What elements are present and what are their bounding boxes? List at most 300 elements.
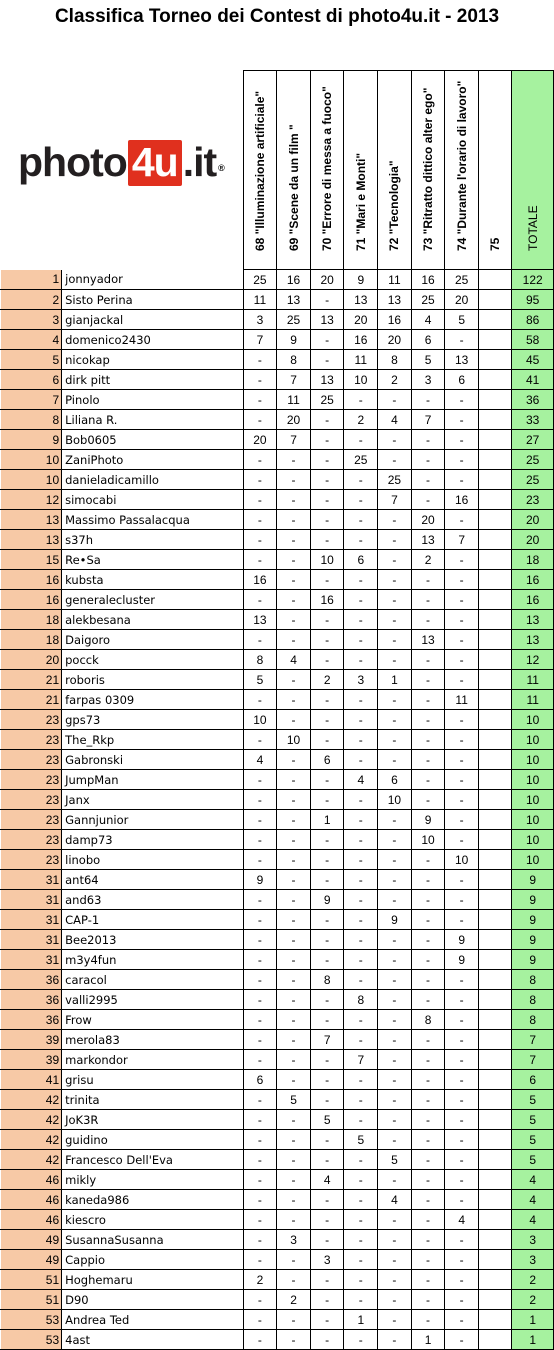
score-cell: -	[344, 1190, 378, 1210]
total-cell: 27	[512, 430, 554, 450]
score-cell: -	[411, 430, 445, 450]
score-cell: -	[445, 770, 479, 790]
name-cell: grisu	[62, 1070, 243, 1090]
score-cell: -	[378, 1330, 412, 1350]
table-row	[1, 570, 554, 590]
score-cell: -	[378, 1210, 412, 1230]
score-cell: -	[378, 1270, 412, 1290]
score-cell: -	[277, 1270, 311, 1290]
score-cell: -	[310, 950, 344, 970]
score-cell	[478, 850, 511, 870]
score-cell: 10	[378, 790, 412, 810]
total-cell: 9	[512, 930, 554, 950]
score-cell	[478, 370, 511, 390]
score-cell: -	[378, 830, 412, 850]
score-cell: 11	[378, 270, 412, 290]
score-cell	[478, 930, 511, 950]
score-cell: -	[277, 530, 311, 550]
score-cell: -	[411, 470, 445, 490]
total-cell: 10	[512, 810, 554, 830]
table-row	[1, 470, 554, 490]
score-cell: -	[344, 590, 378, 610]
name-cell: pocck	[62, 650, 243, 670]
score-cell: -	[344, 1290, 378, 1310]
score-cell: -	[277, 850, 311, 870]
score-cell: -	[411, 1090, 445, 1110]
photo4u-logo: photo 4u .it ®	[18, 139, 224, 185]
score-cell: -	[277, 810, 311, 830]
score-cell	[478, 1150, 511, 1170]
rank-cell: 21	[1, 670, 62, 690]
name-cell: kaneda986	[62, 1190, 243, 1210]
score-cell: -	[277, 1030, 311, 1050]
score-cell	[478, 570, 511, 590]
score-cell: 7	[378, 490, 412, 510]
score-cell: -	[277, 490, 311, 510]
score-cell	[478, 1250, 511, 1270]
score-cell: 1	[378, 670, 412, 690]
score-cell: -	[445, 1230, 479, 1250]
total-cell: 8	[512, 970, 554, 990]
score-cell: -	[378, 810, 412, 830]
score-cell: 16	[445, 490, 479, 510]
score-cell: 20	[243, 430, 277, 450]
score-cell: -	[445, 1010, 479, 1030]
total-cell: 10	[512, 750, 554, 770]
rank-cell: 23	[1, 710, 62, 730]
name-cell: Gabronski	[62, 750, 243, 770]
score-cell: -	[411, 1030, 445, 1050]
name-cell: Hoghemaru	[62, 1270, 243, 1290]
column-header: 75	[478, 71, 511, 270]
score-cell: -	[378, 730, 412, 750]
table-row	[1, 710, 554, 730]
score-cell: -	[344, 1330, 378, 1350]
score-cell: -	[378, 550, 412, 570]
score-cell: 25	[277, 310, 311, 330]
name-cell: trinita	[62, 1090, 243, 1110]
score-cell: -	[445, 1030, 479, 1050]
column-header: 70 "Errore di messa a fuoco"	[310, 71, 344, 270]
score-cell: -	[277, 770, 311, 790]
name-cell: farpas 0309	[62, 690, 243, 710]
rank-cell: 39	[1, 1030, 62, 1050]
score-cell: -	[243, 1010, 277, 1030]
score-cell: -	[411, 610, 445, 630]
name-cell: Daigoro	[62, 630, 243, 650]
score-cell: 5	[277, 1090, 311, 1110]
score-cell: -	[277, 510, 311, 530]
total-cell: 6	[512, 1070, 554, 1090]
score-cell: 7	[243, 330, 277, 350]
table-row	[1, 990, 554, 1010]
score-cell: -	[344, 650, 378, 670]
score-cell: -	[344, 810, 378, 830]
score-cell: -	[445, 1310, 479, 1330]
score-cell: 25	[344, 450, 378, 470]
total-cell: 8	[512, 990, 554, 1010]
score-cell: 13	[378, 290, 412, 310]
score-cell	[478, 870, 511, 890]
score-cell: 3	[243, 310, 277, 330]
total-cell: 23	[512, 490, 554, 510]
score-cell: -	[411, 1190, 445, 1210]
score-cell: -	[445, 550, 479, 570]
score-cell: -	[310, 410, 344, 430]
table-row	[1, 370, 554, 390]
rank-cell: 23	[1, 850, 62, 870]
score-cell: -	[411, 1250, 445, 1270]
score-cell: 13	[277, 290, 311, 310]
name-cell: kubsta	[62, 570, 243, 590]
score-cell: -	[344, 630, 378, 650]
score-cell: -	[344, 730, 378, 750]
score-cell	[478, 610, 511, 630]
name-cell: domenico2430	[62, 330, 243, 350]
score-cell: 13	[344, 290, 378, 310]
name-cell: and63	[62, 890, 243, 910]
score-cell: -	[344, 930, 378, 950]
score-cell: -	[378, 590, 412, 610]
score-cell: -	[445, 1270, 479, 1290]
score-cell: -	[445, 730, 479, 750]
score-cell: -	[378, 390, 412, 410]
score-cell: -	[277, 990, 311, 1010]
table-row	[1, 1290, 554, 1310]
table-row	[1, 510, 554, 530]
table-row	[1, 690, 554, 710]
total-cell: 9	[512, 890, 554, 910]
score-cell: -	[243, 630, 277, 650]
ranking-table	[0, 70, 554, 1350]
score-cell: 3	[411, 370, 445, 390]
rank-cell: 10	[1, 470, 62, 490]
score-cell: -	[277, 1310, 311, 1330]
score-cell: -	[310, 510, 344, 530]
table-row	[1, 390, 554, 410]
score-cell	[478, 1050, 511, 1070]
score-cell	[478, 1330, 511, 1350]
score-cell: 5	[310, 1110, 344, 1130]
score-cell: -	[344, 510, 378, 530]
name-cell: Bob0605	[62, 430, 243, 450]
rank-cell: 49	[1, 1250, 62, 1270]
score-cell: -	[445, 990, 479, 1010]
total-column-header: TOTALE	[512, 71, 554, 270]
score-cell: -	[243, 510, 277, 530]
score-cell: 5	[344, 1130, 378, 1150]
score-cell: -	[310, 350, 344, 370]
score-cell: -	[243, 1090, 277, 1110]
score-cell: -	[243, 1230, 277, 1250]
table-header-row	[1, 71, 554, 270]
score-cell: 6	[310, 750, 344, 770]
table-row	[1, 1070, 554, 1090]
name-cell: alekbesana	[62, 610, 243, 630]
total-cell: 95	[512, 290, 554, 310]
score-cell: -	[411, 1210, 445, 1230]
score-cell: -	[277, 930, 311, 950]
score-cell: -	[344, 1170, 378, 1190]
table-row	[1, 590, 554, 610]
rank-cell: 49	[1, 1230, 62, 1250]
rank-cell: 16	[1, 590, 62, 610]
table-row	[1, 450, 554, 470]
score-cell: -	[344, 750, 378, 770]
total-cell: 11	[512, 690, 554, 710]
score-cell	[478, 350, 511, 370]
table-row	[1, 1270, 554, 1290]
score-cell: -	[277, 1110, 311, 1130]
score-cell: -	[445, 570, 479, 590]
score-cell: -	[445, 890, 479, 910]
total-cell: 58	[512, 330, 554, 350]
table-row	[1, 1010, 554, 1030]
score-cell: -	[411, 1070, 445, 1090]
score-cell: -	[445, 430, 479, 450]
score-cell: 2	[277, 1290, 311, 1310]
score-cell: -	[378, 870, 412, 890]
score-cell: 7	[411, 410, 445, 430]
score-cell: 6	[243, 1070, 277, 1090]
score-cell	[478, 890, 511, 910]
name-cell: linobo	[62, 850, 243, 870]
score-cell: -	[243, 450, 277, 470]
total-cell: 4	[512, 1190, 554, 1210]
score-cell: 25	[411, 290, 445, 310]
rank-cell: 42	[1, 1150, 62, 1170]
score-cell: 20	[277, 410, 311, 430]
score-cell	[478, 670, 511, 690]
score-cell: -	[277, 950, 311, 970]
score-cell	[478, 730, 511, 750]
score-cell: 5	[411, 350, 445, 370]
score-cell: 3	[344, 670, 378, 690]
rank-cell: 23	[1, 790, 62, 810]
score-cell	[478, 530, 511, 550]
total-cell: 3	[512, 1250, 554, 1270]
score-cell: -	[310, 290, 344, 310]
rank-cell: 31	[1, 910, 62, 930]
score-cell	[478, 1030, 511, 1050]
score-cell: -	[445, 590, 479, 610]
total-cell: 10	[512, 850, 554, 870]
score-cell: -	[378, 890, 412, 910]
total-cell: 1	[512, 1330, 554, 1350]
score-cell: -	[445, 810, 479, 830]
score-cell: -	[243, 1150, 277, 1170]
score-cell: 2	[344, 410, 378, 430]
score-cell: 10	[344, 370, 378, 390]
score-cell: 4	[378, 1190, 412, 1210]
rank-cell: 42	[1, 1090, 62, 1110]
score-cell: 4	[411, 310, 445, 330]
score-cell: -	[411, 870, 445, 890]
score-cell: -	[277, 1330, 311, 1350]
score-cell: -	[243, 910, 277, 930]
rank-cell: 13	[1, 530, 62, 550]
score-cell: -	[445, 470, 479, 490]
score-cell: -	[243, 470, 277, 490]
score-cell: -	[243, 350, 277, 370]
score-cell: -	[243, 1130, 277, 1150]
score-cell: -	[411, 1270, 445, 1290]
score-cell: -	[310, 530, 344, 550]
name-cell: Sisto Perina	[62, 290, 243, 310]
ranking-rows	[1, 270, 554, 1350]
score-cell: -	[344, 1270, 378, 1290]
score-cell: 10	[411, 830, 445, 850]
score-cell: 2	[310, 670, 344, 690]
name-cell: damp73	[62, 830, 243, 850]
score-cell	[478, 410, 511, 430]
score-cell: 16	[277, 270, 311, 290]
score-cell: -	[310, 910, 344, 930]
score-cell: -	[378, 1130, 412, 1150]
score-cell	[478, 1310, 511, 1330]
score-cell: -	[445, 390, 479, 410]
table-row	[1, 330, 554, 350]
score-cell: -	[243, 1190, 277, 1210]
score-cell: -	[243, 990, 277, 1010]
total-cell: 20	[512, 510, 554, 530]
rank-cell: 6	[1, 370, 62, 390]
score-cell	[478, 1110, 511, 1130]
total-cell: 122	[512, 270, 554, 290]
score-cell	[478, 970, 511, 990]
rank-cell: 31	[1, 930, 62, 950]
total-cell: 10	[512, 830, 554, 850]
score-cell: -	[411, 710, 445, 730]
rank-cell: 2	[1, 290, 62, 310]
total-cell: 13	[512, 610, 554, 630]
name-cell: JumpMan	[62, 770, 243, 790]
total-cell: 10	[512, 710, 554, 730]
total-cell: 5	[512, 1090, 554, 1110]
name-cell: m3y4fun	[62, 950, 243, 970]
score-cell	[478, 830, 511, 850]
score-cell: -	[344, 390, 378, 410]
score-cell: 11	[277, 390, 311, 410]
total-cell: 41	[512, 370, 554, 390]
score-cell: 7	[445, 530, 479, 550]
score-cell: -	[411, 1170, 445, 1190]
score-cell: -	[344, 1070, 378, 1090]
rank-cell: 20	[1, 650, 62, 670]
rank-cell: 53	[1, 1330, 62, 1350]
score-cell: 10	[310, 550, 344, 570]
score-cell: -	[344, 830, 378, 850]
score-cell: -	[411, 650, 445, 670]
score-cell: -	[445, 670, 479, 690]
total-cell: 10	[512, 730, 554, 750]
score-cell: -	[411, 1110, 445, 1130]
score-cell: -	[445, 450, 479, 470]
score-cell: -	[277, 750, 311, 770]
rank-cell: 23	[1, 810, 62, 830]
column-header: 74 "Durante l'orario di lavoro"	[445, 71, 479, 270]
rank-cell: 36	[1, 1010, 62, 1030]
score-cell: -	[310, 1270, 344, 1290]
score-cell: 13	[310, 310, 344, 330]
name-cell: Cappio	[62, 1250, 243, 1270]
score-cell: -	[243, 850, 277, 870]
column-header: 69 "Scene da un film "	[277, 71, 311, 270]
score-cell: 6	[344, 550, 378, 570]
score-cell: -	[411, 990, 445, 1010]
rank-cell: 23	[1, 830, 62, 850]
score-cell: -	[378, 530, 412, 550]
score-cell: 5	[243, 670, 277, 690]
score-cell: -	[378, 850, 412, 870]
name-cell: 4ast	[62, 1330, 243, 1350]
score-cell: -	[310, 1010, 344, 1030]
score-cell: 25	[310, 390, 344, 410]
table-row	[1, 310, 554, 330]
score-cell: -	[310, 1130, 344, 1150]
rank-cell: 39	[1, 1050, 62, 1070]
score-cell: -	[411, 670, 445, 690]
table-row	[1, 1090, 554, 1110]
score-cell: -	[344, 1030, 378, 1050]
name-cell: Bee2013	[62, 930, 243, 950]
score-cell: -	[243, 790, 277, 810]
score-cell: -	[378, 710, 412, 730]
score-cell: -	[445, 870, 479, 890]
score-cell: -	[310, 1150, 344, 1170]
score-cell	[478, 290, 511, 310]
score-cell: -	[344, 490, 378, 510]
score-cell: -	[277, 1050, 311, 1070]
score-cell: 4	[243, 750, 277, 770]
total-cell: 7	[512, 1030, 554, 1050]
score-cell: -	[310, 770, 344, 790]
page-title: Classifica Torneo dei Contest di photo4u.it - 2013	[54, 6, 500, 27]
score-cell: 10	[277, 730, 311, 750]
score-cell: 13	[411, 630, 445, 650]
total-cell: 12	[512, 650, 554, 670]
total-cell: 9	[512, 870, 554, 890]
score-cell: 16	[411, 270, 445, 290]
table-row	[1, 750, 554, 770]
column-header: 71 "Mari e Monti"	[344, 71, 378, 270]
score-cell: -	[378, 1030, 412, 1050]
table-row	[1, 670, 554, 690]
score-cell: -	[445, 1130, 479, 1150]
name-cell: kiescro	[62, 1210, 243, 1230]
name-cell: The_Rkp	[62, 730, 243, 750]
score-cell: 20	[344, 310, 378, 330]
score-cell: 9	[378, 910, 412, 930]
name-cell: nicokap	[62, 350, 243, 370]
score-cell: -	[411, 570, 445, 590]
score-cell: -	[378, 950, 412, 970]
score-cell: 9	[243, 870, 277, 890]
score-cell: 9	[411, 810, 445, 830]
total-cell: 2	[512, 1290, 554, 1310]
score-cell: -	[310, 790, 344, 810]
name-cell: ant64	[62, 870, 243, 890]
score-cell: 25	[243, 270, 277, 290]
score-cell	[478, 650, 511, 670]
score-cell: -	[243, 830, 277, 850]
score-cell: 11	[344, 350, 378, 370]
score-cell: 20	[378, 330, 412, 350]
score-cell: 11	[243, 290, 277, 310]
total-cell: 16	[512, 590, 554, 610]
rank-cell: 31	[1, 950, 62, 970]
score-cell: -	[277, 670, 311, 690]
